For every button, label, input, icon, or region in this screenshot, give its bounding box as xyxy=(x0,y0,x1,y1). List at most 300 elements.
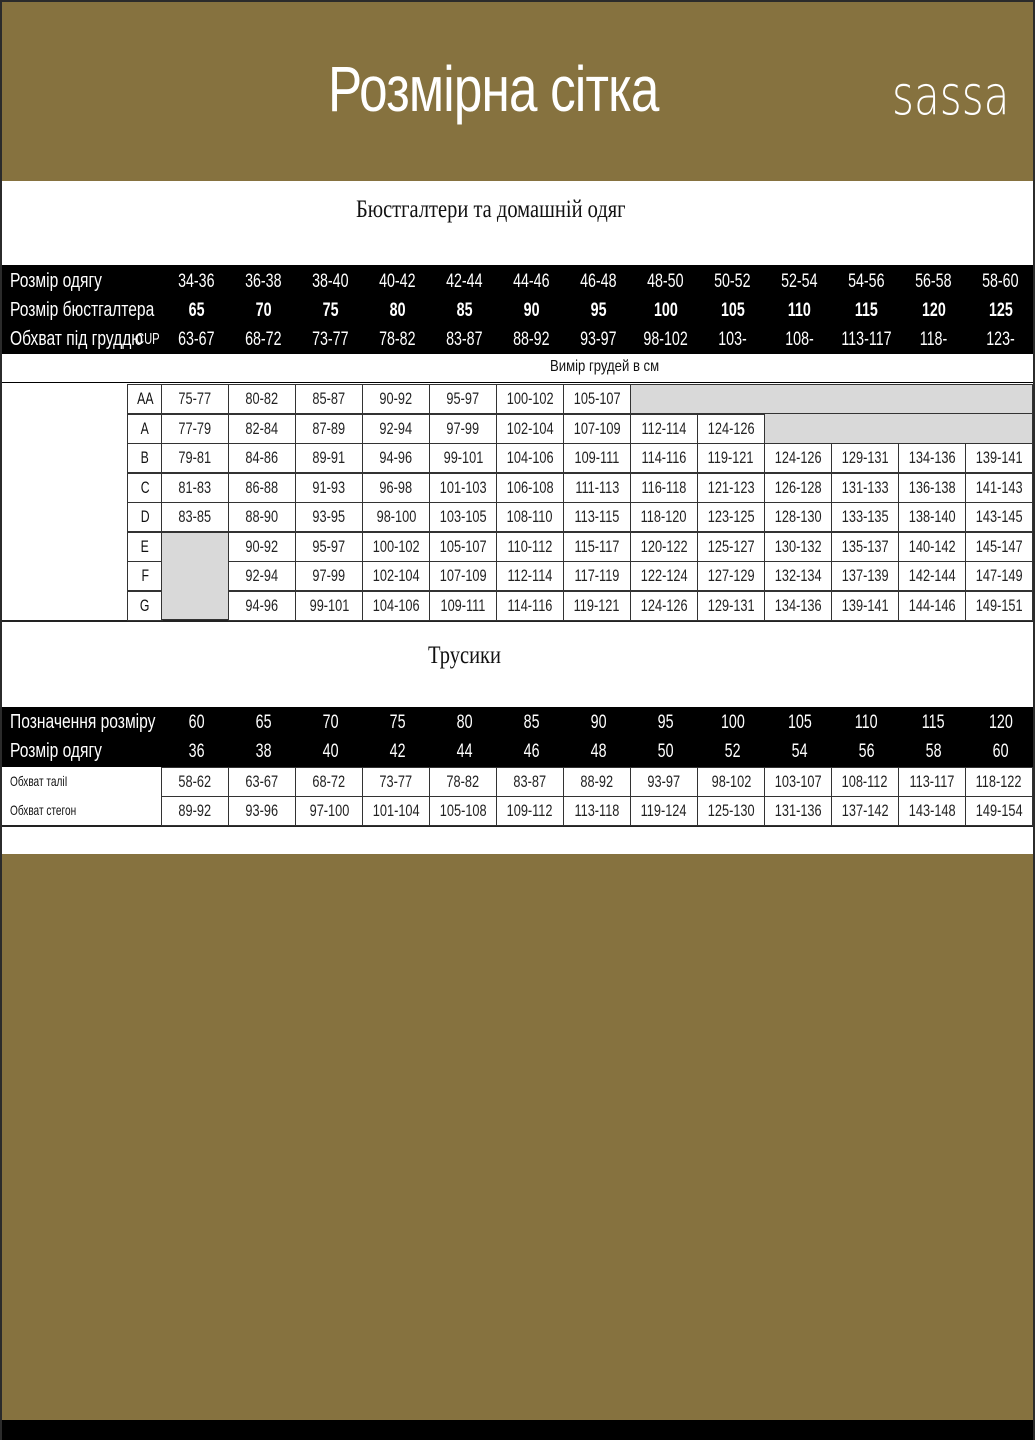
hips-cell xyxy=(362,796,430,826)
header-cell-text: 110 xyxy=(788,300,811,321)
measure-cell xyxy=(563,502,631,532)
measure-cell xyxy=(764,561,832,591)
bra-size-row xyxy=(2,296,1033,325)
measure-cell xyxy=(295,591,363,621)
waist-cell-text: 73-77 xyxy=(379,772,413,791)
header-cell-text: 83-87 xyxy=(446,329,483,350)
measure-cell xyxy=(831,473,899,503)
measure-cell xyxy=(295,443,363,473)
header-cell xyxy=(565,325,632,354)
header-cell-text: 105 xyxy=(787,712,812,733)
header-cell xyxy=(230,267,297,296)
measure-cell xyxy=(630,532,698,562)
measure-cell xyxy=(898,502,966,532)
header-cell xyxy=(297,296,364,325)
measure-cell xyxy=(295,502,363,532)
header-cell xyxy=(565,737,632,766)
measure-cell-text: 84-86 xyxy=(245,448,279,467)
header-cell-text: 65 xyxy=(188,300,205,321)
measure-cell-text: 122-124 xyxy=(640,566,688,585)
waist-cell xyxy=(161,767,229,797)
cup-cell-text: E xyxy=(140,537,150,556)
header-cell-text: 85 xyxy=(456,300,473,321)
waist-cell xyxy=(764,767,832,797)
measure-cell-text: 88-90 xyxy=(245,507,279,526)
measure-cell-text: 107-109 xyxy=(439,566,487,585)
cup-cell xyxy=(127,532,163,562)
header-cell xyxy=(498,708,565,737)
measure-cell xyxy=(496,561,564,591)
measure-cell-text: 85-87 xyxy=(312,389,346,408)
measure-cell-text: 129-131 xyxy=(707,596,755,615)
header-cell xyxy=(833,267,900,296)
cup-cell-text: C xyxy=(140,478,150,497)
cup-cell-text: AA xyxy=(136,389,154,408)
measure-cell-text: 136-138 xyxy=(908,478,956,497)
measure-cell-text: 131-133 xyxy=(841,478,889,497)
measure-cell xyxy=(697,502,765,532)
header-cell-text: 80 xyxy=(456,712,473,733)
cup-cell xyxy=(127,384,163,414)
cup-cell xyxy=(127,414,163,444)
header-cell xyxy=(163,325,230,354)
measure-cell xyxy=(831,561,899,591)
header-cell-text: 58-60 xyxy=(982,271,1019,292)
header-cell-text: 113-117 xyxy=(841,329,892,350)
header-cell xyxy=(632,708,699,737)
measure-cell xyxy=(965,591,1033,621)
page-title: Розмірна сітка xyxy=(328,53,659,125)
measure-cell-text: 87-89 xyxy=(312,419,346,438)
waist-cell-text: 113-117 xyxy=(909,772,955,791)
measure-cell-text: 115-117 xyxy=(574,537,620,556)
waist-label: Обхват таліІ xyxy=(10,773,68,789)
header-cell-text: 88-92 xyxy=(513,329,550,350)
header-cell-text: 85 xyxy=(523,712,540,733)
header-cell xyxy=(364,296,431,325)
panties-clothing-size-row xyxy=(2,737,1033,766)
header-cell xyxy=(699,267,766,296)
measure-cell-text: 110-112 xyxy=(507,537,553,556)
header-cell-text: 44 xyxy=(456,741,473,762)
measure-cell xyxy=(161,414,229,444)
measure-cell xyxy=(429,473,497,503)
header-cell-text: 118- xyxy=(919,329,948,350)
header-cell xyxy=(967,296,1034,325)
measure-cell-text: 83-85 xyxy=(178,507,212,526)
measure-cell-text: 149-151 xyxy=(975,596,1023,615)
panties-header-table xyxy=(2,707,1033,767)
header-cell xyxy=(230,737,297,766)
header-cell xyxy=(565,296,632,325)
measure-cell xyxy=(228,443,296,473)
waist-cell xyxy=(630,767,698,797)
measure-cell xyxy=(429,414,497,444)
hips-cell-text: 97-100 xyxy=(309,801,349,820)
measure-cell xyxy=(630,502,698,532)
measure-cell-text: 128-130 xyxy=(774,507,822,526)
measure-cell xyxy=(429,384,497,414)
waist-cell-text: 98-102 xyxy=(711,772,751,791)
cup-cell-text: G xyxy=(140,596,150,615)
measure-cell-text: 130-132 xyxy=(774,537,822,556)
header-cell-text: 95 xyxy=(657,712,674,733)
header-cell xyxy=(833,737,900,766)
header-cell-text: 98-102 xyxy=(643,329,688,350)
header-cell-text: 60 xyxy=(188,712,205,733)
measure-cell xyxy=(362,591,430,621)
header-cell xyxy=(699,296,766,325)
measure-cell xyxy=(965,532,1033,562)
header-cell-text: 120 xyxy=(921,300,946,321)
header-cell xyxy=(699,708,766,737)
header-cell-text: 115 xyxy=(922,712,945,733)
hips-cell-text: 93-96 xyxy=(245,801,279,820)
header-cell-text: 56 xyxy=(858,741,875,762)
cup-cell-text: D xyxy=(140,507,150,526)
measure-cell-text: 139-141 xyxy=(841,596,889,615)
header-cell xyxy=(766,737,833,766)
measure-cell xyxy=(362,414,430,444)
hips-cell xyxy=(630,796,698,826)
measure-cell xyxy=(764,502,832,532)
measure-cell-text: 89-91 xyxy=(312,448,346,467)
cup-cell xyxy=(127,502,163,532)
waist-cell xyxy=(898,767,966,797)
header-cell-text: 60 xyxy=(992,741,1009,762)
header-cell-text: 42 xyxy=(389,741,406,762)
measure-cell-text: 96-98 xyxy=(379,478,413,497)
cup-cell-text: B xyxy=(140,448,150,467)
measure-cell xyxy=(630,473,698,503)
measure-cell-text: 77-79 xyxy=(178,419,212,438)
brand-logo: sassa xyxy=(892,64,1010,127)
waist-cell-text: 88-92 xyxy=(580,772,614,791)
header-cell-text: 36-38 xyxy=(245,271,282,292)
measure-cell-text: 107-109 xyxy=(573,419,621,438)
measure-cell xyxy=(764,532,832,562)
measure-cell-text: 145-147 xyxy=(975,537,1023,556)
measure-cell xyxy=(228,532,296,562)
waist-cell-text: 63-67 xyxy=(245,772,279,791)
underbust-row xyxy=(2,325,1033,354)
measure-cell xyxy=(764,591,832,621)
measure-cell xyxy=(563,443,631,473)
measure-cell xyxy=(295,532,363,562)
measure-cell-text: 93-95 xyxy=(312,507,346,526)
measure-cell-text: 121-123 xyxy=(707,478,755,497)
measure-cell xyxy=(764,473,832,503)
waist-cell-text: 118-122 xyxy=(976,772,1022,791)
header-cell xyxy=(431,267,498,296)
measure-cell-text: 103-105 xyxy=(439,507,487,526)
measure-cell-text: 124-126 xyxy=(774,448,822,467)
measure-cell-text: 143-145 xyxy=(975,507,1023,526)
header-cell xyxy=(498,296,565,325)
header-cell xyxy=(431,708,498,737)
header-cell-text: 40 xyxy=(322,741,339,762)
waist-cell xyxy=(563,767,631,797)
waist-cell-text: 58-62 xyxy=(178,772,212,791)
measure-cell xyxy=(831,532,899,562)
header-cell-text: 90 xyxy=(590,712,607,733)
header-cell-text: 52 xyxy=(724,741,741,762)
hips-cell xyxy=(697,796,765,826)
header-cell xyxy=(297,267,364,296)
waist-cell xyxy=(362,767,430,797)
header-cell xyxy=(833,296,900,325)
header-cell xyxy=(900,267,967,296)
header-cell-text: 100 xyxy=(653,300,678,321)
cup-cell xyxy=(127,561,163,591)
hips-cell-text: 143-148 xyxy=(908,801,956,820)
header-cell-text: 108- xyxy=(785,329,814,350)
header-cell-text: 50-52 xyxy=(714,271,751,292)
cup-measurement-grid xyxy=(2,384,1033,622)
header-cell-text: 38 xyxy=(255,741,272,762)
underbust-label: Обхват під груддю xyxy=(10,328,144,350)
hips-cell xyxy=(295,796,363,826)
measure-cell-text: 114-116 xyxy=(507,596,553,615)
measure-cell xyxy=(228,473,296,503)
cup-cell-text: F xyxy=(141,566,149,585)
panties-measurement-grid xyxy=(2,767,1033,827)
measure-cell-text: 133-135 xyxy=(841,507,889,526)
measure-cell-text: 142-144 xyxy=(908,566,956,585)
measure-cell xyxy=(697,414,765,444)
measure-cell-text: 138-140 xyxy=(908,507,956,526)
bras-header-table xyxy=(2,265,1033,354)
measure-cell-text: 75-77 xyxy=(178,389,212,408)
panties-section-title: Трусики xyxy=(428,642,501,669)
measure-cell xyxy=(295,414,363,444)
header-cell xyxy=(163,267,230,296)
measure-cell-text: 126-128 xyxy=(774,478,822,497)
hips-cell-text: 109-112 xyxy=(507,801,553,820)
header-cell xyxy=(364,267,431,296)
measure-cell-text: 99-101 xyxy=(443,448,483,467)
measure-cell-text: 108-110 xyxy=(507,507,553,526)
measure-cell xyxy=(161,384,229,414)
measure-cell xyxy=(228,591,296,621)
hips-cell xyxy=(965,796,1033,826)
measure-cell-text: 94-96 xyxy=(245,596,279,615)
measure-cell-text: 140-142 xyxy=(908,537,956,556)
header-cell-text: 54-56 xyxy=(848,271,885,292)
measure-cell xyxy=(429,561,497,591)
measure-cell-text: 141-143 xyxy=(975,478,1023,497)
measure-cell-text: 109-111 xyxy=(440,596,486,615)
hips-cell-text: 113-118 xyxy=(574,801,620,820)
measure-cell-text: 102-104 xyxy=(506,419,554,438)
measure-cell-text: 102-104 xyxy=(372,566,420,585)
measure-cell xyxy=(161,443,229,473)
size-designation-label: Позначення розміру xyxy=(10,711,156,733)
measure-cell-text: 135-137 xyxy=(841,537,889,556)
header-cell xyxy=(833,708,900,737)
measure-cell xyxy=(161,473,229,503)
header-cell-text: 123- xyxy=(986,329,1015,350)
measure-cell xyxy=(429,591,497,621)
measure-cell-text: 99-101 xyxy=(309,596,349,615)
hips-cell-text: 131-136 xyxy=(774,801,822,820)
header-cell xyxy=(364,325,431,354)
header-cell-text: 115 xyxy=(855,300,878,321)
measure-cell-text: 95-97 xyxy=(312,537,346,556)
header-cell-text: 36 xyxy=(188,741,205,762)
header-cell xyxy=(431,325,498,354)
waist-cell-text: 83-87 xyxy=(513,772,547,791)
header-cell xyxy=(498,267,565,296)
header-cell-text: 65 xyxy=(255,712,272,733)
measure-cell xyxy=(429,443,497,473)
measure-cell xyxy=(161,502,229,532)
measure-cell xyxy=(295,384,363,414)
measure-cell-text: 144-146 xyxy=(908,596,956,615)
measure-cell xyxy=(362,561,430,591)
measure-cell-text: 97-99 xyxy=(446,419,480,438)
hips-cell xyxy=(831,796,899,826)
measure-cell xyxy=(228,561,296,591)
header-cell xyxy=(766,296,833,325)
measure-cell xyxy=(697,443,765,473)
hips-cell xyxy=(764,796,832,826)
measure-cell-text: 129-131 xyxy=(841,448,889,467)
measure-cell xyxy=(228,414,296,444)
hips-cell xyxy=(563,796,631,826)
header-cell-text: 75 xyxy=(322,300,339,321)
cup-label: CUP xyxy=(136,331,160,348)
empty-cell-fill xyxy=(764,413,1033,444)
measure-cell xyxy=(965,473,1033,503)
measure-cell xyxy=(965,502,1033,532)
header-cell xyxy=(498,737,565,766)
header-cell-text: 100 xyxy=(720,712,745,733)
header-cell-text: 110 xyxy=(855,712,878,733)
measure-cell xyxy=(563,414,631,444)
measure-cell-text: 127-129 xyxy=(707,566,755,585)
measure-note xyxy=(2,354,1033,383)
frame-top xyxy=(0,0,1035,2)
measure-cell xyxy=(630,561,698,591)
header-cell-text: 48 xyxy=(590,741,607,762)
measure-cell-text: 92-94 xyxy=(245,566,279,585)
header-cell xyxy=(967,708,1034,737)
measure-cell-text: 92-94 xyxy=(379,419,413,438)
header-cell-text: 54 xyxy=(791,741,808,762)
measure-cell-text: 101-103 xyxy=(439,478,487,497)
measure-cell-text: 80-82 xyxy=(245,389,279,408)
bras-section-title: Бюстгалтери та домашній одяг xyxy=(356,196,626,223)
measure-cell-text: 94-96 xyxy=(379,448,413,467)
header-cell-text: 46 xyxy=(523,741,540,762)
header-cell-text: 70 xyxy=(255,300,272,321)
header-cell-text: 50 xyxy=(657,741,674,762)
header-cell xyxy=(431,737,498,766)
measure-cell xyxy=(563,473,631,503)
header-cell-text: 70 xyxy=(322,712,339,733)
waist-cell-text: 78-82 xyxy=(446,772,480,791)
header-cell-text: 63-67 xyxy=(178,329,215,350)
measure-cell-text: 82-84 xyxy=(245,419,279,438)
header-cell xyxy=(900,296,967,325)
header-cell-text: 120 xyxy=(988,712,1013,733)
header-cell-text: 40-42 xyxy=(379,271,416,292)
header-cell-text: 44-46 xyxy=(513,271,550,292)
measure-cell-text: 134-136 xyxy=(774,596,822,615)
measure-cell-text: 118-120 xyxy=(641,507,687,526)
empty-cell-fill xyxy=(630,384,1033,414)
measure-cell-text: 116-118 xyxy=(641,478,687,497)
header-cell xyxy=(565,708,632,737)
measure-cell-text: 81-83 xyxy=(178,478,212,497)
size-designation-row xyxy=(2,708,1033,737)
waist-cell-text: 93-97 xyxy=(647,772,681,791)
measure-cell-text: 114-116 xyxy=(641,448,687,467)
header-cell-text: 95 xyxy=(590,300,607,321)
measure-cell xyxy=(496,443,564,473)
measure-cell xyxy=(429,502,497,532)
header-cell xyxy=(766,267,833,296)
waist-cell-text: 68-72 xyxy=(312,772,346,791)
measure-cell-text: 105-107 xyxy=(573,389,621,408)
header-cell xyxy=(632,267,699,296)
header-cell-text: 73-77 xyxy=(312,329,349,350)
hips-cell-text: 105-108 xyxy=(439,801,487,820)
header-cell xyxy=(230,325,297,354)
header-cell-text: 93-97 xyxy=(580,329,617,350)
header-cell-text: 46-48 xyxy=(580,271,617,292)
measure-cell-text: 100-102 xyxy=(506,389,554,408)
measure-cell xyxy=(831,591,899,621)
waist-cell xyxy=(496,767,564,797)
measure-cell-text: 104-106 xyxy=(372,596,420,615)
bra-size-label: Розмір бюстгалтера xyxy=(10,299,155,321)
measure-cell xyxy=(630,443,698,473)
header-cell-text: 103- xyxy=(718,329,747,350)
measure-cell-text: 106-108 xyxy=(506,478,554,497)
measure-cell xyxy=(898,561,966,591)
header-cell xyxy=(632,296,699,325)
measure-cell-text: 124-126 xyxy=(707,419,755,438)
header-cell xyxy=(163,737,230,766)
frame-left xyxy=(0,0,2,1440)
hips-cell-text: 119-124 xyxy=(641,801,687,820)
header-cell xyxy=(364,737,431,766)
measure-cell xyxy=(496,414,564,444)
measure-cell xyxy=(362,384,430,414)
measure-cell-text: 112-114 xyxy=(641,419,687,438)
measure-cell-text: 105-107 xyxy=(439,537,487,556)
measure-cell-text: 147-149 xyxy=(975,566,1023,585)
hips-cell-text: 101-104 xyxy=(372,801,420,820)
clothing-size-label: Розмір одягу xyxy=(10,270,102,292)
measure-cell-text: 123-125 xyxy=(707,507,755,526)
measure-cell xyxy=(228,502,296,532)
header-cell xyxy=(632,737,699,766)
hips-cell xyxy=(161,796,229,826)
measure-cell-text: 119-121 xyxy=(708,448,754,467)
waist-cell xyxy=(228,767,296,797)
header-cell xyxy=(833,325,900,354)
measure-cell-text: 139-141 xyxy=(975,448,1023,467)
measure-cell xyxy=(630,591,698,621)
header-cell-text: 42-44 xyxy=(446,271,483,292)
measure-cell xyxy=(898,443,966,473)
cup-cell xyxy=(127,443,163,473)
measure-cell xyxy=(496,384,564,414)
header-cell xyxy=(632,325,699,354)
